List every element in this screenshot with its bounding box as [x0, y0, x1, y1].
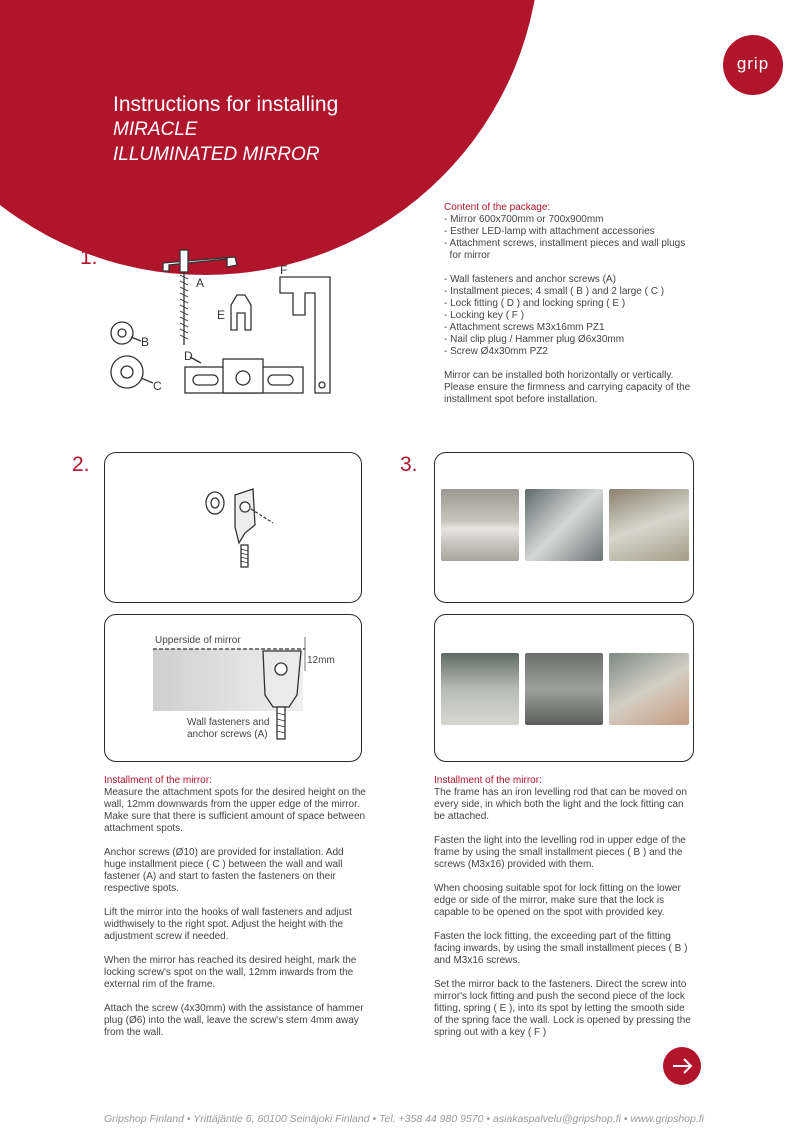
left-paragraph: Attach the screw (4x30mm) with the assistance of hammer plug (Ø6) into the wall, leave the screw's stem 4mm away from the wall. [104, 1003, 364, 1038]
package-item: - Screw Ø4x30mm PZ2 [444, 346, 548, 357]
left-paragraph: Anchor screws (Ø10) are provided for installation. Add huge installment piece ( C ) between the wall and wall fastener (A) and start to fasten the fasteners on their respective spots. [104, 847, 344, 894]
label-f: F [280, 263, 288, 277]
package-item: - Installment pieces; 4 small ( B ) and 2 large ( C ) [444, 286, 665, 297]
photo-lock-fitting [441, 653, 519, 725]
right-paragraph: The frame has an iron levelling rod that can be moved on every side, in which both the light and the lock fitting can be attached. [434, 787, 687, 822]
step-3-number: 3. [400, 453, 418, 476]
right-heading: Installment of the mirror: [434, 775, 542, 786]
page-title [113, 92, 338, 167]
label-e: E [217, 308, 226, 322]
package-item: - Nail clip plug / Hammer plug Ø6x30mm [444, 334, 625, 345]
part-a-fastener [163, 250, 237, 345]
title-line-3: ILLUMINATED MIRROR [113, 144, 320, 165]
fastener-label-2: anchor screws (A) [187, 729, 268, 740]
step-2-mounting-box [104, 614, 362, 762]
fastener-label-1: Wall fasteners and [187, 717, 270, 728]
package-item: - Esther LED-lamp with attachment accessories [444, 226, 655, 237]
left-heading: Installment of the mirror: [104, 775, 212, 786]
label-b: B [141, 335, 150, 349]
dimension-label: 12mm [307, 655, 335, 666]
package-item: - Lock fitting ( D ) and locking spring ( E ) [444, 298, 626, 309]
right-paragraph: Fasten the light into the levelling rod in upper edge of the frame by using the small installment pieces ( B ) and the screws (M3x16) provided with them. [434, 835, 686, 870]
photo-installment-piece [609, 489, 689, 561]
label-d: D [184, 349, 193, 363]
photo-lock-screws [525, 653, 603, 725]
part-e-spring [231, 295, 251, 330]
package-note: Mirror can be installed both horizontally or vertically. Please ensure the firmness and carrying capacity of the installment spot before installation. [444, 370, 691, 405]
right-paragraph: When choosing suitable spot for lock fitting on the lower edge or side of the mirror, make sure that the lock is capable to be opened on the spot with provided key. [434, 883, 681, 918]
parts-diagram [105, 245, 345, 400]
left-paragraph: Measure the attachment spots for the desired height on the wall, 12mm downwards from the upper edge of the mirror. Make sure that there is sufficient amount of space between attachment spots. [104, 787, 366, 834]
right-paragraph: Set the mirror back to the fasteners. Direct the screw into mirror's lock fitting and push the second piece of the lock fitting, spring ( E ), into its spot by letting the smooth side of the spring face the wall. Lock is opened by pressing the spring out with a key ( F ) [434, 979, 691, 1038]
part-c-large-piece [111, 356, 153, 388]
upperside-label: Upperside of mirror [155, 635, 241, 646]
package-item: - Attachment screws M3x16mm PZ1 [444, 322, 605, 333]
package-item: - Attachment screws, installment pieces and wall plugs [444, 238, 686, 249]
part-b-small-piece [111, 322, 141, 344]
package-item: - Mirror 600x700mm or 700x900mm [444, 214, 604, 225]
package-item: - Locking key ( F ) [444, 310, 525, 321]
step-2-illustration-box [104, 452, 362, 603]
mounting-diagram [105, 615, 363, 763]
next-page-button[interactable] [663, 1047, 701, 1085]
package-item: - Wall fasteners and anchor screws (A) [444, 274, 616, 285]
arrow-right-icon [663, 1047, 701, 1085]
package-heading: Content of the package: [444, 202, 551, 213]
grip-logo[interactable]: grip [723, 35, 783, 95]
package-contents [444, 202, 744, 406]
part-d-lock-fitting [185, 357, 303, 393]
left-paragraph: Lift the mirror into the hooks of wall fasteners and adjust widthwisely to the right spot. Adjust the height with the adjustment screw if needed. [104, 907, 352, 942]
footer-contact: Gripshop Finland • Yrittäjäntie 6, 60100 Seinäjoki Finland • Tel. +358 44 980 9570 • asiakaspalvelu@gripshop.fi • www.gripshop.fi [103, 1113, 705, 1125]
title-line-1: Instructions for installing [113, 93, 339, 116]
step-3-photo-box-2 [434, 614, 694, 762]
right-paragraph: Fasten the lock fitting, the exceeding part of the fitting facing inwards, by using the small installment pieces ( B ) and M3x16 screws. [434, 931, 688, 966]
step-2-number: 2. [72, 453, 90, 476]
title-line-2: MIRACLE [113, 119, 198, 140]
photo-light-fastening [525, 489, 603, 561]
right-instructions [434, 775, 692, 1051]
package-item: for mirror [444, 250, 491, 261]
left-paragraph: When the mirror has reached its desired height, mark the locking screw's spot on the wall, 12mm inwards from the external rim of the frame. [104, 955, 357, 990]
photo-key-unlock [609, 653, 689, 725]
fastener-diagram [105, 453, 363, 604]
label-a: A [196, 276, 205, 290]
left-instructions [104, 775, 366, 1051]
label-c: C [153, 379, 162, 393]
step-3-photo-box-1 [434, 452, 694, 603]
photo-levelling-rod [441, 489, 519, 561]
step-1-number: 1. [80, 246, 98, 269]
